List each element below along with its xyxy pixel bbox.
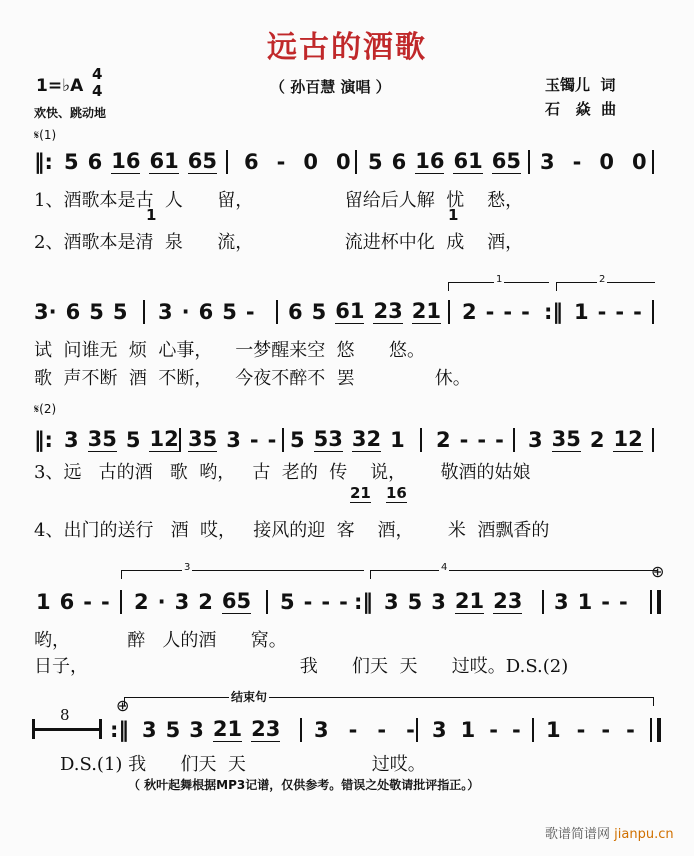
note: - xyxy=(276,150,286,174)
barline xyxy=(652,428,654,452)
note: 35 xyxy=(87,427,117,451)
note: 12 xyxy=(613,427,643,451)
repeat-start: ‖: xyxy=(34,428,53,452)
measure xyxy=(36,590,110,614)
measure xyxy=(432,718,521,742)
note: 2 xyxy=(134,590,149,614)
note: 3 xyxy=(528,428,543,452)
lyricist: 玉镯儿 词 xyxy=(545,76,616,94)
note: 0 xyxy=(335,150,351,174)
note: 61 xyxy=(335,299,365,323)
performer: （ 孙百慧 演唱 ） xyxy=(270,78,391,96)
note: 3 xyxy=(554,590,569,614)
coda-icon: ⊕ xyxy=(651,562,665,581)
volta-1 xyxy=(448,274,549,291)
note: - xyxy=(406,718,415,742)
segno-1: 𝄋(1) xyxy=(34,128,57,142)
measure xyxy=(574,300,642,324)
barline xyxy=(532,718,534,742)
note: - xyxy=(511,718,521,742)
note: - xyxy=(576,718,586,742)
multi-rest xyxy=(34,728,100,731)
note: 61 xyxy=(149,149,179,173)
alt-note: 16 xyxy=(386,484,407,502)
lyrics-verse-4: 日子， 我 们天 天 过哎。D.S.(2) xyxy=(34,656,569,677)
repeat-end: :‖ xyxy=(354,590,373,614)
lyrics-verse-4: 4、出门的送行 酒 哎， 接风的迎 客 酒， 米 酒飘香的 xyxy=(34,520,550,541)
barline xyxy=(542,590,544,614)
tempo-marking: 欢快、跳动地 xyxy=(34,106,107,120)
note: 3 xyxy=(189,718,204,742)
composer: 石 焱 曲 xyxy=(545,100,617,118)
measure xyxy=(288,300,441,324)
note: - xyxy=(83,590,92,614)
note: 5 xyxy=(290,428,305,452)
note: - xyxy=(100,590,110,614)
note: - xyxy=(267,428,277,452)
note: 5 xyxy=(125,428,141,452)
measure xyxy=(368,150,521,174)
note: - xyxy=(377,718,387,742)
note: - xyxy=(321,590,331,614)
note: - xyxy=(477,428,487,452)
note: 16 xyxy=(415,149,445,173)
note: 6 xyxy=(198,300,214,324)
note: 2 xyxy=(436,428,451,452)
note: 0 xyxy=(599,150,614,174)
note: 23 xyxy=(373,299,403,323)
note: 6 xyxy=(87,150,103,174)
lyrics-verse-3: 3、远 古的酒 歌 哟， 古 老的 传 说， 敬酒的姑娘 xyxy=(34,462,531,483)
note: 3 xyxy=(226,428,241,452)
note: - xyxy=(249,428,259,452)
note: - xyxy=(245,300,255,324)
measure xyxy=(528,428,643,452)
note: 6 xyxy=(65,300,81,324)
segno-2: 𝄋(2) xyxy=(34,402,57,416)
watermark-domain: jianpu.cn xyxy=(614,827,674,842)
measure xyxy=(384,590,522,614)
measure xyxy=(280,590,348,614)
barline xyxy=(266,590,268,614)
alt-note: 1 xyxy=(448,206,459,224)
time-bottom: 4 xyxy=(92,82,103,100)
note: 21 xyxy=(411,299,441,323)
note: - xyxy=(503,300,513,324)
measure xyxy=(290,428,405,452)
volta-number: 2 xyxy=(599,274,606,285)
rest-count: 8 xyxy=(60,706,70,724)
barline xyxy=(226,150,228,174)
volta-4 xyxy=(370,562,657,579)
note: 5 xyxy=(407,590,423,614)
barline xyxy=(282,428,284,452)
measure xyxy=(34,300,127,324)
note: 2 xyxy=(589,428,605,452)
note: 5 xyxy=(280,590,295,614)
coda-icon: ⊕ xyxy=(116,696,130,715)
note: 5 xyxy=(165,718,181,742)
note: 3 xyxy=(142,718,157,742)
final-barline xyxy=(650,590,661,614)
note: - xyxy=(303,590,313,614)
note: 1 xyxy=(546,718,561,742)
volta-number: 3 xyxy=(184,562,191,573)
note: · xyxy=(157,590,166,614)
note: 65 xyxy=(187,149,217,173)
lyrics-verse-2: 歌 声不断 酒 不断， 今夜不醉不 罢 休。 xyxy=(34,368,471,389)
repeat-start: ‖: xyxy=(34,150,53,174)
note: 16 xyxy=(111,149,141,173)
key-signature: 1=♭A xyxy=(36,76,84,96)
barline xyxy=(143,300,145,324)
note: 6 xyxy=(244,150,259,174)
barline xyxy=(416,718,418,742)
note: - xyxy=(633,300,642,324)
barline xyxy=(179,428,181,452)
measure xyxy=(142,718,280,742)
barline xyxy=(652,300,654,324)
note: 21 xyxy=(454,589,485,613)
alt-note: 1 xyxy=(146,206,157,224)
note: - xyxy=(615,300,625,324)
note: 3 xyxy=(158,300,173,324)
note: 1 xyxy=(460,718,476,742)
note: - xyxy=(572,150,582,174)
final-barline xyxy=(650,718,661,742)
lyrics-coda: D.S.(1) 我 们天 天 过哎。 xyxy=(60,754,426,775)
repeat-end: :‖ xyxy=(544,300,563,324)
note: - xyxy=(597,300,607,324)
note: 5 xyxy=(112,300,128,324)
note: - xyxy=(626,718,635,742)
note: 3 xyxy=(431,590,446,614)
note: 35 xyxy=(551,427,581,451)
note: - xyxy=(348,718,358,742)
note: 65 xyxy=(221,589,252,613)
note: 1 xyxy=(36,590,51,614)
measure xyxy=(314,718,415,742)
note: 5 xyxy=(368,150,383,174)
lyrics-verse-2: 2、酒歌本是清 泉 流， 流进杯中化 成 酒， xyxy=(34,232,524,253)
note: 3 xyxy=(174,590,190,614)
note: - xyxy=(485,300,495,324)
volta-number: 4 xyxy=(441,562,448,573)
barline xyxy=(448,300,450,324)
measure xyxy=(64,150,217,174)
measure xyxy=(134,590,251,614)
measure xyxy=(540,150,647,174)
lyrics-verse-1: 试 问谁无 烦 心事， 一梦醒来空 悠 悠。 xyxy=(34,340,425,361)
barline xyxy=(420,428,422,452)
watermark xyxy=(545,823,674,842)
time-top: 4 xyxy=(92,65,103,83)
note: 5 xyxy=(64,150,79,174)
barline xyxy=(513,428,515,452)
note: - xyxy=(601,590,610,614)
measure xyxy=(462,300,530,324)
measure xyxy=(546,718,635,742)
watermark-site: 歌谱简谱网 xyxy=(545,827,611,842)
note: 21 xyxy=(212,717,243,741)
volta-3 xyxy=(121,562,364,579)
note: - xyxy=(339,590,348,614)
note: 35 xyxy=(188,427,218,451)
measure xyxy=(554,590,628,614)
note: 5 xyxy=(222,300,237,324)
transcriber-note: （ 秋叶起舞根据MP3记谱，仅供参考。错误之处敬请批评指正。） xyxy=(128,778,480,792)
note: - xyxy=(601,718,611,742)
note: 1 xyxy=(574,300,589,324)
barline xyxy=(276,300,278,324)
note: 53 xyxy=(313,427,343,451)
time-signature xyxy=(92,66,102,100)
note: 5 xyxy=(311,300,327,324)
barline xyxy=(355,150,357,174)
note: - xyxy=(495,428,504,452)
alt-note: 21 xyxy=(350,484,371,502)
note: 5 xyxy=(89,300,104,324)
note: 3 xyxy=(432,718,447,742)
note: 65 xyxy=(491,149,521,173)
coda-label: 结束句 xyxy=(231,690,268,704)
note: 3 xyxy=(384,590,399,614)
note: 1 xyxy=(577,590,593,614)
note: 3 xyxy=(540,150,555,174)
barline xyxy=(120,590,122,614)
note: 3 xyxy=(314,718,329,742)
note: 6 xyxy=(288,300,303,324)
volta-2 xyxy=(556,274,655,291)
measure xyxy=(188,428,276,452)
note: 2 xyxy=(462,300,477,324)
volta-number: 1 xyxy=(496,274,503,285)
note: 6 xyxy=(391,150,407,174)
note: 0 xyxy=(631,150,647,174)
coda-bracket xyxy=(124,690,654,706)
measure xyxy=(244,150,351,174)
measure xyxy=(158,300,255,324)
note: 32 xyxy=(351,427,382,451)
measure xyxy=(64,428,179,452)
note: 23 xyxy=(493,589,523,613)
note: 1 xyxy=(390,428,405,452)
barline xyxy=(528,150,530,174)
measure xyxy=(436,428,504,452)
note: 3 xyxy=(64,428,79,452)
repeat-end: :‖ xyxy=(110,718,129,742)
note: - xyxy=(459,428,469,452)
lyrics-verse-3: 哟， 醉 人的酒 窝。 xyxy=(34,630,287,651)
note: 61 xyxy=(453,149,483,173)
note: 2 xyxy=(198,590,213,614)
rest-end xyxy=(99,719,102,739)
note: - xyxy=(618,590,628,614)
note: - xyxy=(489,718,498,742)
rest-end xyxy=(32,719,35,739)
barline xyxy=(652,150,654,174)
song-title: 远古的酒歌 xyxy=(267,30,427,65)
note: · xyxy=(181,300,190,324)
lyrics-verse-1: 1、酒歌本是古 人 留， 留给后人解 忧 愁， xyxy=(34,190,524,211)
note: 12 xyxy=(149,427,179,451)
note: - xyxy=(521,300,530,324)
note: 23 xyxy=(251,717,281,741)
note: 0 xyxy=(303,150,318,174)
note: 3· xyxy=(34,300,57,324)
barline xyxy=(300,718,302,742)
note: 6 xyxy=(59,590,75,614)
